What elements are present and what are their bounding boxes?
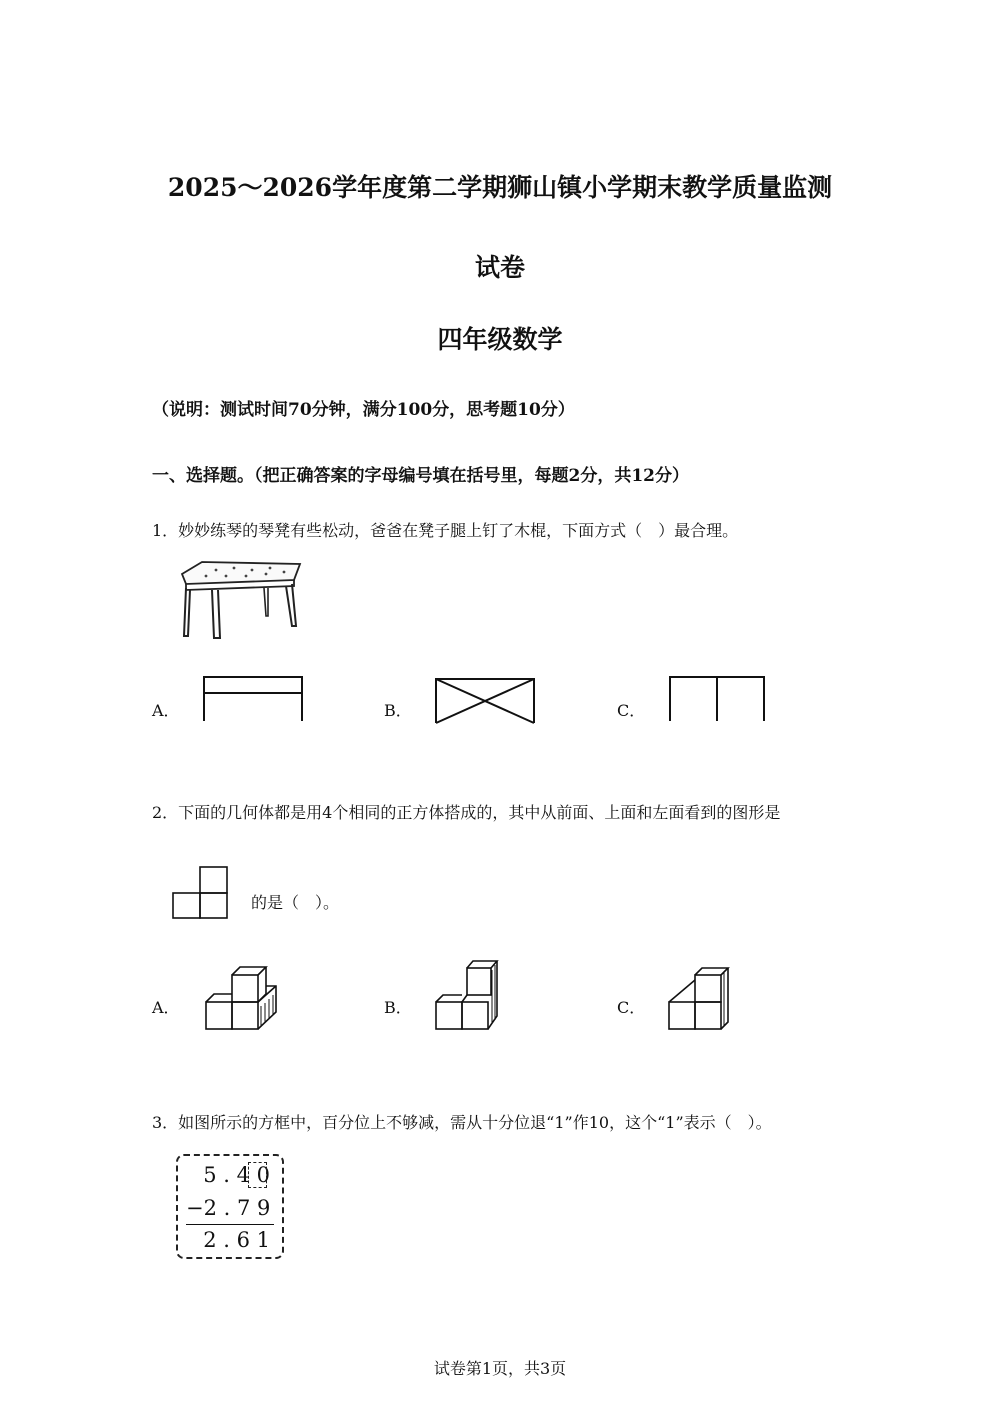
- q2-option-b-figure: [435, 958, 505, 1032]
- q1-option-a-label: A．: [152, 701, 180, 720]
- q2-view-figure: [172, 866, 230, 920]
- q3-row-minuend: 5 . 4 0: [203, 1163, 270, 1187]
- q3-row-difference: 2 . 6 1: [203, 1228, 270, 1252]
- page-footer: 试卷第1页，共3页: [433, 1359, 567, 1378]
- q1-option-c-label: C．: [617, 701, 646, 720]
- exam-title: 2025～2026学年度第二学期狮山镇小学期末教学质量监测: [167, 173, 833, 202]
- q3-tenths-highlight-box: [248, 1162, 267, 1188]
- q1-option-b-figure: [434, 677, 538, 725]
- exam-instructions: （说明：测试时间70分钟，满分100分，思考题10分）: [152, 400, 575, 420]
- q2-option-c-label: C．: [617, 998, 646, 1017]
- question-1-text: 1．妙妙练琴的琴凳有些松动，爸爸在凳子腿上钉了木棍，下面方式（ ）最合理。: [152, 521, 739, 540]
- q2-option-b-label: B．: [384, 998, 412, 1017]
- q2-option-a-label: A．: [152, 998, 180, 1017]
- question-2-text-end: 的是（ ）。: [251, 893, 340, 912]
- piano-bench-figure: [176, 560, 306, 642]
- subject-title: 四年级数学: [437, 325, 563, 354]
- q1-option-b-label: B．: [384, 701, 412, 720]
- exam-title-continued: 试卷: [474, 253, 525, 282]
- q3-row-subtrahend: −2 . 7 9: [186, 1196, 271, 1220]
- q1-option-c-figure: [666, 675, 770, 723]
- q2-option-c-figure: [668, 966, 734, 1032]
- q1-option-a-figure: [202, 675, 306, 723]
- question-2-text: 2．下面的几何体都是用4个相同的正方体搭成的，其中从前面、上面和左面看到的图形是: [152, 803, 781, 822]
- q3-result-line: [186, 1224, 274, 1225]
- section-heading: 一、选择题。（把正确答案的字母编号填在括号里，每题2分，共12分）: [152, 466, 689, 486]
- question-3-text: 3．如图所示的方框中，百分位上不够减，需从十分位退“1”作10，这个“1”表示（ ）。: [152, 1113, 772, 1132]
- q2-option-a-figure: [205, 966, 280, 1032]
